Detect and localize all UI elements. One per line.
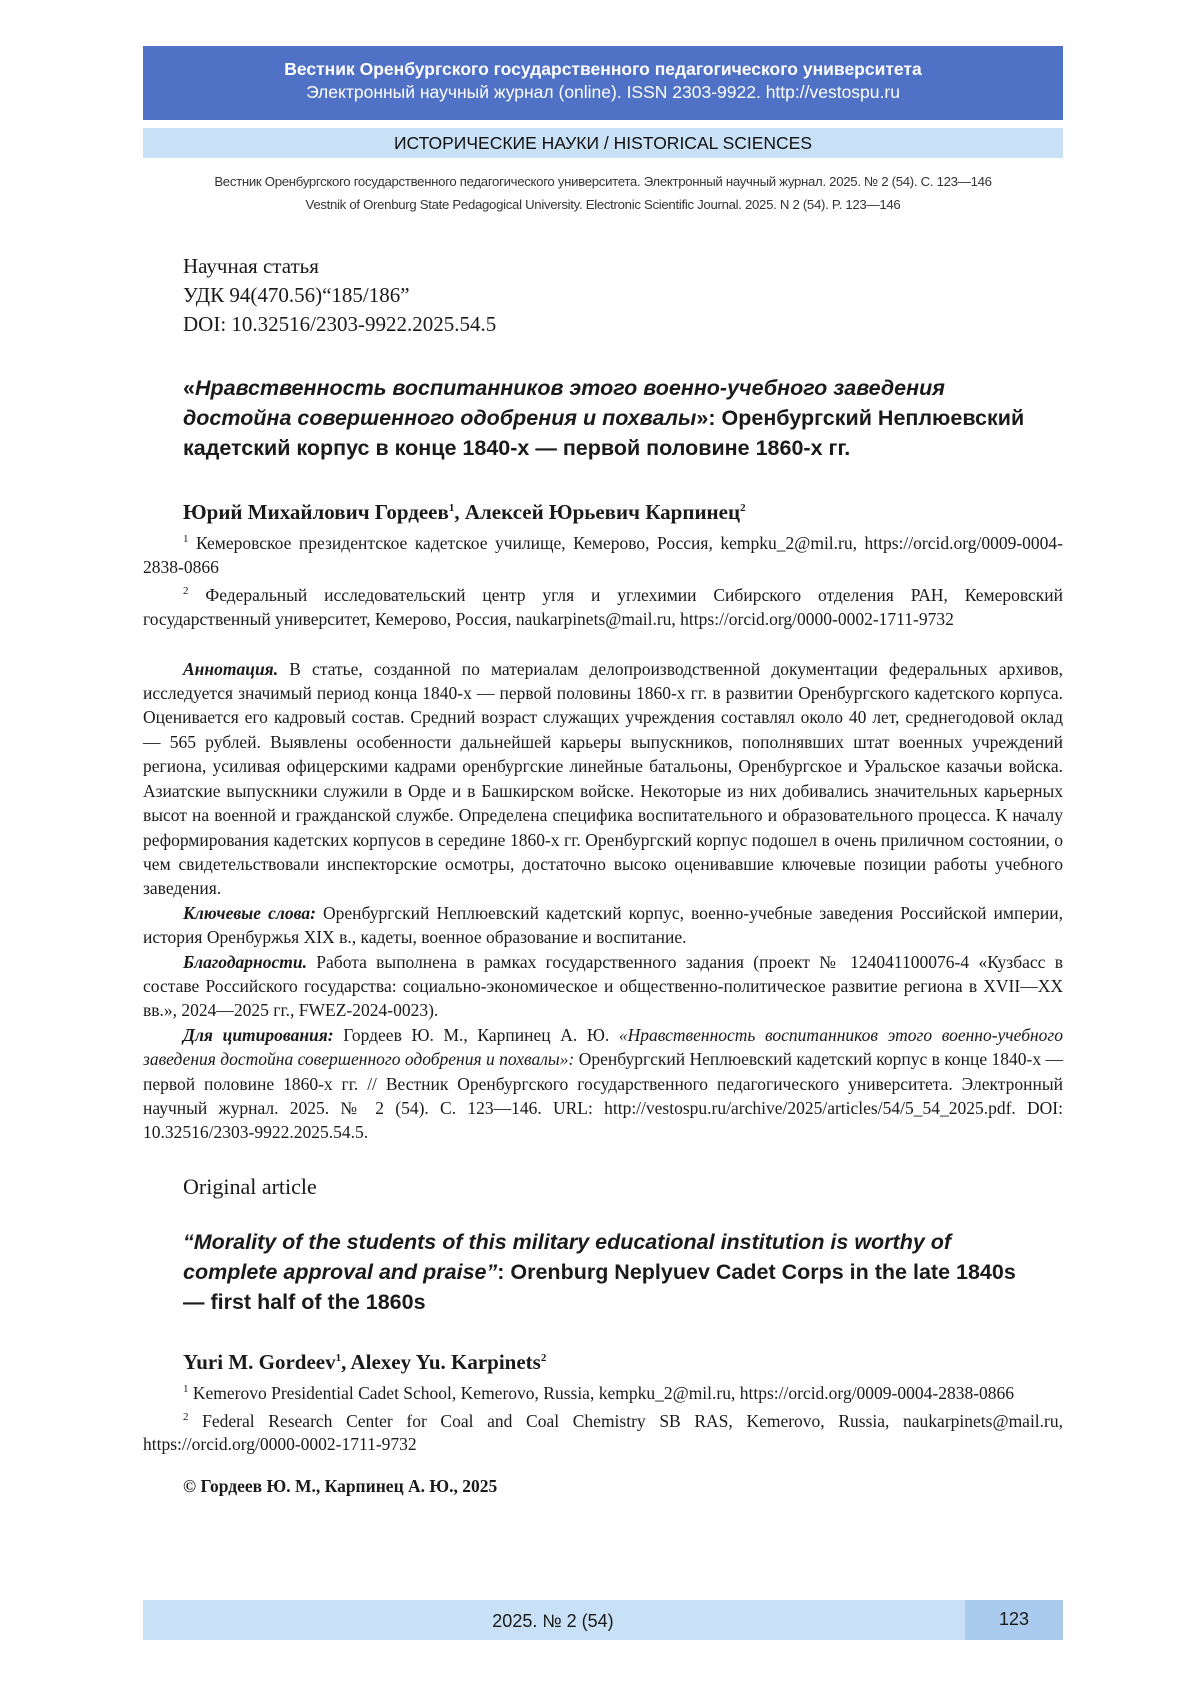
- abstract: [143, 657, 1063, 901]
- affiliation-ru-1: [143, 527, 1063, 579]
- affiliation-ru-2: [143, 579, 1063, 631]
- affiliation-text: Kemerovo Presidential Cadet School, Kemerovo, Russia, kempku_2@mil.ru, https://orcid.org/0009-0004-2838-0866: [192, 1382, 1015, 1403]
- citation-rest: Оренбургский Неплюевский кадетский корпус в конце 1840-х — первой половине 1860-х гг. // Вестник Оренбургского государственного педагогического университета. Электронный научный журнал. 2025. № 2 (54). С. 123—146. URL: http://vestospu.ru/archive/2025/articles/54/5_54_2025.pdf. DOI: 10.32516/2303-9922.2025.54.5.: [143, 1049, 1064, 1143]
- acknowledgments: [143, 950, 1063, 1023]
- author-en-2-sup: 2: [540, 1351, 547, 1364]
- article-type: Научная статья: [183, 254, 319, 278]
- footer-issue: 2025. № 2 (54): [492, 1611, 614, 1631]
- affiliation-sup: 1: [183, 533, 189, 545]
- abstract-label: Аннотация.: [183, 658, 279, 679]
- title-ru-quote: Нравственность воспитанников этого военно-учебного заведения достойна совершенного одобрения и похвалы: [183, 376, 945, 430]
- affiliation-sup: 1: [183, 1382, 189, 1395]
- authors-ru: [183, 495, 1063, 525]
- page-number: 123: [965, 1600, 1063, 1640]
- keywords-label: Ключевые слова:: [183, 902, 316, 923]
- copyright: © Гордеев Ю. М., Карпинец А. Ю., 2025: [183, 1476, 498, 1497]
- affiliation-sup: 2: [183, 1410, 189, 1423]
- original-article-label: Original article: [183, 1173, 317, 1199]
- citation-line-en: Vestnik of Orenburg State Pedagogical University. Electronic Scientific Journal. 2025. N 2 (54). P. 123—146: [305, 197, 901, 212]
- page: [143, 46, 1063, 1498]
- udk: УДК 94(470.56)“185/186”: [183, 283, 410, 307]
- title-ru-rest: »: Оренбургский Неплюевский кадетский корпус в конце 1840-х — первой половине 1860-х гг.: [183, 406, 1025, 460]
- author-separator: ,: [454, 500, 465, 524]
- section-label: ИСТОРИЧЕСКИЕ НАУКИ / HISTORICAL SCIENCES: [143, 128, 1063, 158]
- author-en-1: Yuri M. Gordeev: [183, 1349, 336, 1374]
- acknowledgments-label: Благодарности.: [183, 951, 307, 972]
- keywords: [143, 901, 1063, 950]
- author-1-sup: 1: [448, 502, 455, 514]
- abstract-block: [143, 657, 1063, 1145]
- title-ru-open-quote: «: [183, 376, 195, 400]
- journal-header: [143, 46, 1063, 120]
- authors-en: [183, 1345, 1063, 1375]
- citation-line-ru: Вестник Оренбургского государственного педагогического университета. Электронный научный журнал. 2025. № 2 (54). С. 123—146: [214, 174, 992, 189]
- author-2-sup: 2: [740, 502, 746, 514]
- citation-italic-title: «Нравственность воспитанников этого военно-учебного заведения достойна совершенного одобрения и похвалы»:: [143, 1024, 1064, 1070]
- article-meta: [183, 252, 1063, 339]
- affiliation-en-2: [143, 1405, 1063, 1457]
- title-en-quote: “Morality of the students of this military educational institution is worthy of complete approval and praise”: [183, 1229, 952, 1284]
- citation: [143, 1023, 1063, 1145]
- journal-title: Вестник Оренбургского государственного педагогического университета: [284, 59, 922, 79]
- author-en-separator: ,: [341, 1349, 351, 1374]
- affiliation-en-1: [143, 1377, 1063, 1405]
- page-footer: [143, 1600, 1063, 1640]
- author-1: Юрий Михайлович Гордеев: [183, 500, 449, 524]
- citation-label: Для цитирования:: [183, 1024, 334, 1045]
- author-2: Алексей Юрьевич Карпинец: [464, 500, 741, 524]
- article-title-en: [183, 1227, 1043, 1317]
- article-title-ru: [183, 373, 1043, 463]
- acknowledgments-text: Работа выполнена в рамках государственного задания (проект № 124041100076-4 «Кузбасс в составе Российского государства: социально-экономическое и общественно-политическое развитие региона в XVII—XX вв.», 2024—2025 гг., FWEZ-2024-0023).: [143, 951, 1064, 1021]
- journal-subtitle: Электронный научный журнал (online). ISSN 2303-9922. http://vestospu.ru: [306, 82, 900, 102]
- citation-authors: Гордеев Ю. М., Карпинец А. Ю.: [343, 1024, 610, 1045]
- author-en-1-sup: 1: [335, 1351, 342, 1364]
- affiliation-text: Кемеровское президентское кадетское училище, Кемерово, Россия, kempku_2@mil.ru, https://orcid.org/0009-0004-2838-0866: [143, 532, 1063, 577]
- doi: DOI: 10.32516/2303-9922.2025.54.5: [183, 312, 497, 336]
- title-en-rest: : Orenburg Neplyuev Cadet Corps in the late 1840s — first half of the 1860s: [183, 1259, 1016, 1314]
- keywords-text: Оренбургский Неплюевский кадетский корпус, военно-учебные заведения Российской империи, история Оренбуржья XIX в., кадеты, военное образование и воспитание.: [143, 902, 1063, 948]
- affiliation-text: Федеральный исследовательский центр угля и углехимии Сибирского отделения РАН, Кемеровский государственный университет, Кемерово, Россия, naukarpinets@mail.ru, https://orcid.org/0000-0002-1711-9732: [143, 584, 1064, 629]
- affiliation-sup: 2: [183, 584, 189, 597]
- author-en-2: Alexey Yu. Karpinets: [350, 1349, 541, 1374]
- affiliation-text: Federal Research Center for Coal and Coal Chemistry SB RAS, Kemerovo, Russia, naukarpinets@mail.ru, https://orcid.org/0000-0002-1711-9732: [143, 1410, 1063, 1455]
- abstract-text: В статье, созданной по материалам делопроизводственной документации федеральных архивов, исследуется значимый период конца 1840-х — первой половины 1860-х гг. в развитии Оренбургского кадетского корпуса. Оценивается его кадровый состав. Средний возраст служащих учреждения составлял около 40 лет, среднегодовой оклад — 565 рублей. Выявлены особенности дальнейшей карьеры выпускников, пополнявших штат военных учреждений региона, усиливая офицерскими кадрами оренбургские линейные батальоны, Оренбургское и Уральское казачьи войска. Азиатские выпускники служили в Орде и в Башкирском войске. Некоторые из них добивались значительных карьерных высот на военной и гражданской службе. Определена специфика воспитательного и образовательного процесса. К началу реформирования кадетских корпусов в середине 1860-х гг. Оренбургский корпус подошел в очень приличном состоянии, о чем свидетельствовали инспекторские осмотры, достаточно высоко оценивавшие ключевые позиции работы учебного заведения.: [143, 658, 1063, 899]
